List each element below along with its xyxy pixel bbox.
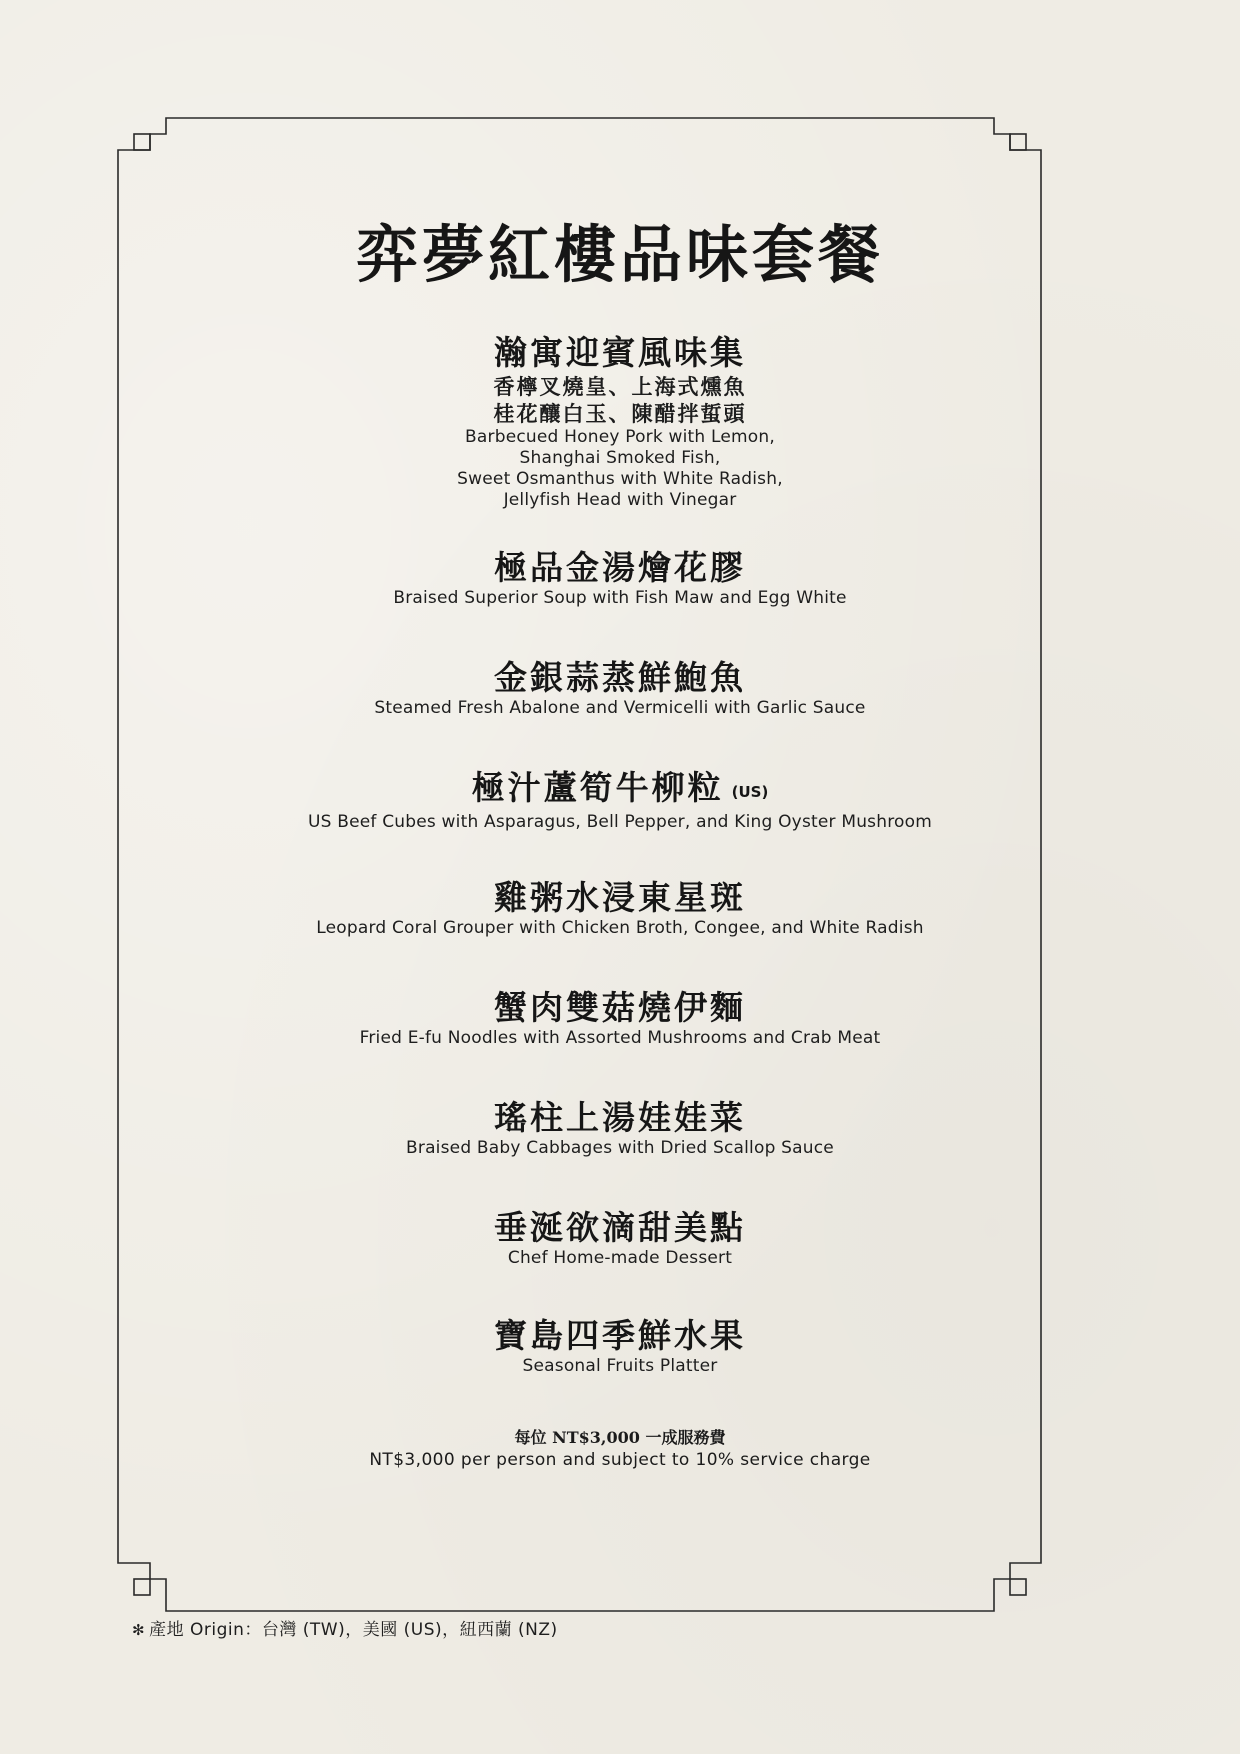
course-7-name-en: Braised Baby Cabbages with Dried Scallop Sauce bbox=[406, 1138, 834, 1158]
course-1-detail-zh-1: 香檸叉燒皇、上海式燻魚 bbox=[493, 374, 747, 399]
asterisk-icon: ✻ bbox=[132, 1621, 146, 1639]
course-4-name-zh bbox=[200, 768, 1040, 812]
course-2-name-zh: 極品金湯燴花膠 bbox=[494, 548, 746, 587]
menu-title: 弈夢紅樓品味套餐 bbox=[355, 218, 884, 291]
course-6 bbox=[200, 988, 1040, 1049]
course-8-name-en: Chef Home-made Dessert bbox=[507, 1248, 733, 1268]
course-6-name-zh: 蟹肉雙菇燒伊麵 bbox=[494, 988, 746, 1027]
course-1-name-en-2: Shanghai Smoked Fish, bbox=[519, 448, 721, 468]
course-9-name-en: Seasonal Fruits Platter bbox=[522, 1356, 718, 1376]
course-1-detail-zh-2: 桂花釀白玉、陳醋拌蜇頭 bbox=[493, 401, 747, 426]
course-1-name-zh: 瀚寓迎賓風味集 bbox=[494, 333, 746, 372]
course-9 bbox=[200, 1316, 1040, 1377]
course-3 bbox=[200, 658, 1040, 719]
course-8 bbox=[200, 1208, 1040, 1269]
origin-tag: (US) bbox=[731, 783, 769, 801]
course-1-name-en-4: Jellyfish Head with Vinegar bbox=[503, 490, 737, 510]
course-4-name-zh-text: 極汁蘆筍牛柳粒 bbox=[471, 768, 724, 807]
course-5 bbox=[200, 878, 1040, 939]
price-zh: 每位 NT$3,000 一成服務費 bbox=[514, 1428, 726, 1447]
course-9-name-zh: 寶島四季鮮水果 bbox=[494, 1316, 746, 1355]
course-3-name-en: Steamed Fresh Abalone and Vermicelli with Garlic Sauce bbox=[374, 698, 866, 718]
origin-footnote bbox=[132, 1618, 558, 1642]
course-8-name-zh: 垂涎欲滴甜美點 bbox=[494, 1208, 746, 1247]
course-6-name-en: Fried E-fu Noodles with Assorted Mushrooms and Crab Meat bbox=[359, 1028, 881, 1048]
course-4-name-en: US Beef Cubes with Asparagus, Bell Pepper, and King Oyster Mushroom bbox=[308, 812, 932, 832]
course-7 bbox=[200, 1098, 1040, 1159]
course-2-name-en: Braised Superior Soup with Fish Maw and Egg White bbox=[393, 588, 847, 608]
course-5-name-zh: 雞粥水浸東星斑 bbox=[494, 878, 746, 917]
price-block bbox=[200, 1427, 1040, 1471]
course-2 bbox=[200, 548, 1040, 609]
price-en: NT$3,000 per person and subject to 10% service charge bbox=[369, 1450, 871, 1470]
course-1 bbox=[200, 333, 1040, 511]
course-1-name-en-3: Sweet Osmanthus with White Radish, bbox=[457, 469, 783, 489]
course-4 bbox=[200, 768, 1040, 833]
origin-footnote-text: 產地 Origin：台灣 (TW)，美國 (US)，紐西蘭 (NZ) bbox=[149, 1620, 558, 1640]
course-5-name-en: Leopard Coral Grouper with Chicken Broth, Congee, and White Radish bbox=[316, 918, 924, 938]
course-1-name-en-1: Barbecued Honey Pork with Lemon, bbox=[465, 427, 775, 447]
course-7-name-zh: 瑤柱上湯娃娃菜 bbox=[494, 1098, 746, 1137]
course-3-name-zh: 金銀蒜蒸鮮鮑魚 bbox=[494, 658, 746, 697]
